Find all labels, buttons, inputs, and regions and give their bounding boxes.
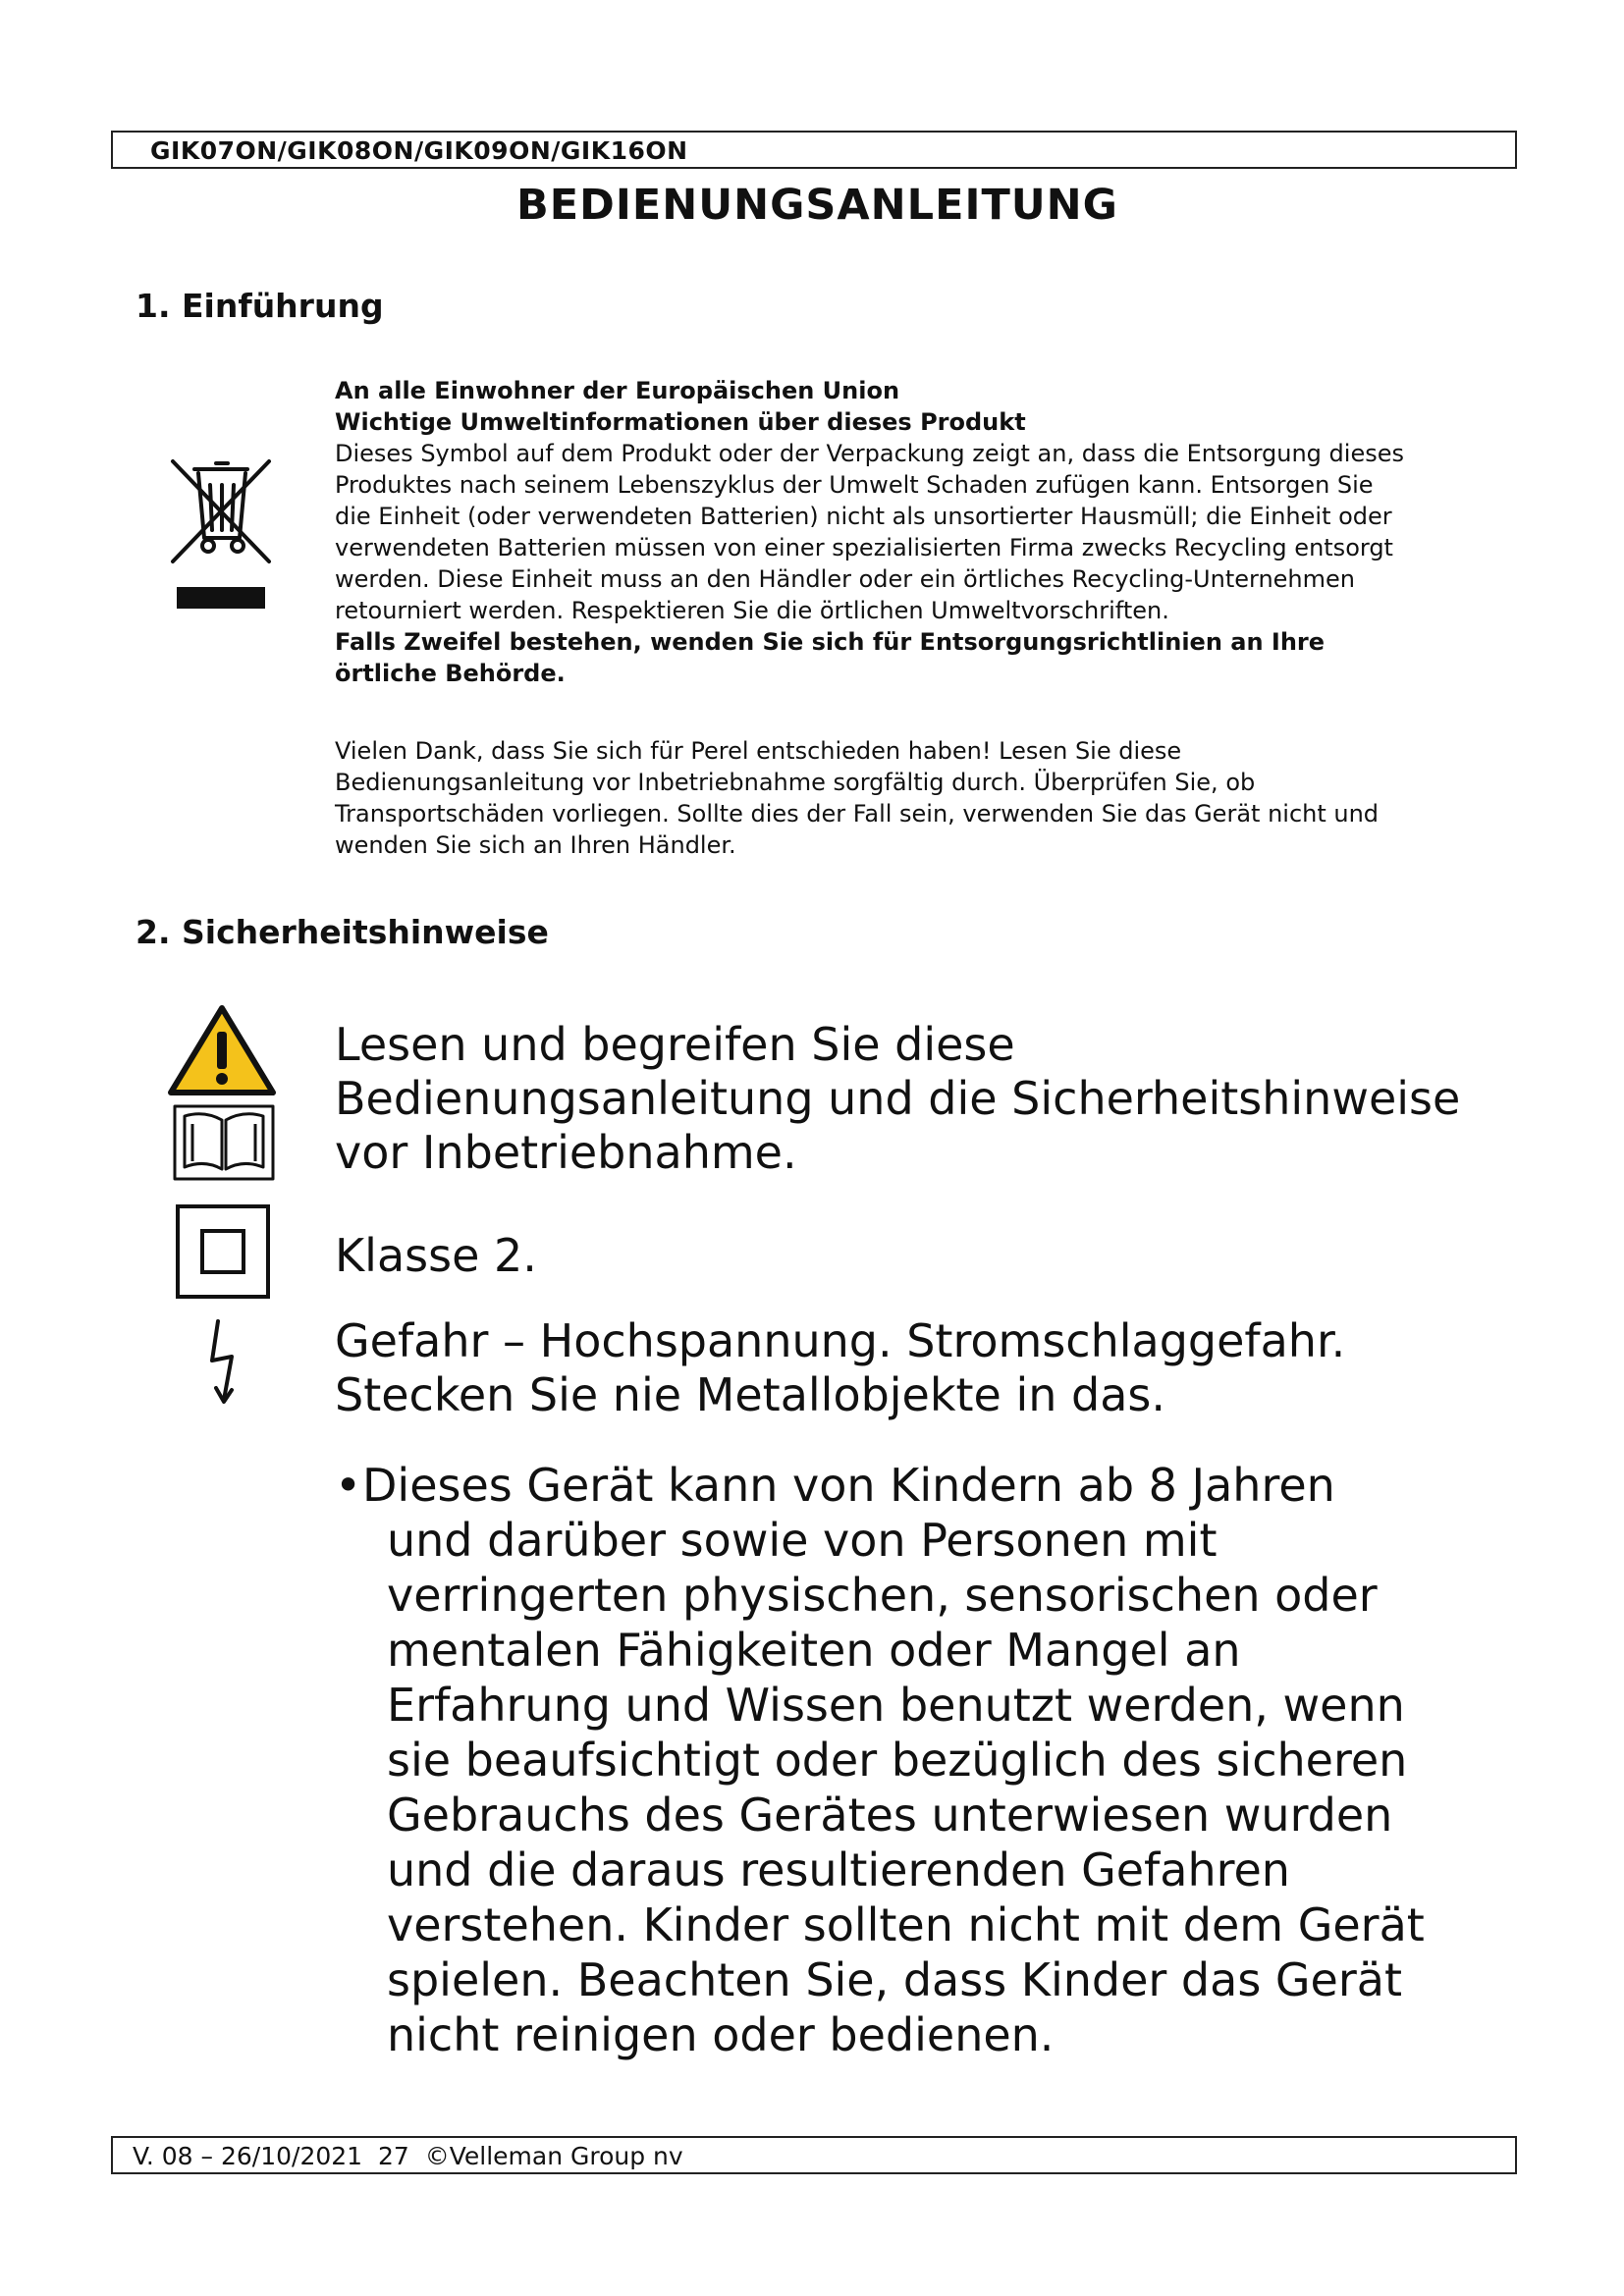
footer-box (111, 2136, 1517, 2174)
class-2-text: Klasse 2. (335, 1229, 537, 1282)
doubt-line: Falls Zweifel bestehen, wenden Sie sich für Entsorgungsrichtlinien an Ihre (335, 628, 1326, 656)
read-manual-line: Bedienungsanleitung und die Sicherheitshinweise (335, 1072, 1461, 1125)
eu-body-line: verwendeten Batterien müssen von einer spezialisierten Firma zwecks Recycling entsorgt (335, 534, 1393, 561)
danger-line: Stecken Sie nie Metallobjekte in das. (335, 1368, 1165, 1421)
children-line: Gebrauchs des Gerätes unterwiesen wurden (387, 1789, 1393, 1842)
eu-body-line: die Einheit (oder verwendeten Batterien) nicht als unsortierter Hausmüll; die Einheit oder (335, 503, 1392, 530)
children-line: und darüber sowie von Personen mit (387, 1514, 1218, 1567)
section-heading-introduction: 1. Einführung (135, 287, 384, 325)
eu-notice (335, 375, 1513, 689)
read-manual-line: Lesen und begreifen Sie diese (335, 1018, 1015, 1071)
children-line: verringerten physischen, sensorischen oder (387, 1569, 1378, 1622)
children-line: und die daraus resultierenden Gefahren (387, 1843, 1290, 1896)
warning-triangle-icon (167, 1004, 277, 1096)
thanks-line: Bedienungsanleitung vor Inbetriebnahme sorgfältig durch. Überprüfen Sie, ob (335, 769, 1256, 796)
thanks-line: wenden Sie sich an Ihren Händler. (335, 831, 736, 859)
children-line: sie beaufsichtigt oder bezüglich des sicheren (387, 1734, 1408, 1787)
open-book-icon (173, 1104, 275, 1181)
section-heading-safety: 2. Sicherheitshinweise (135, 913, 549, 951)
eu-body-line: retourniert werden. Respektieren Sie die örtlichen Umweltvorschriften. (335, 597, 1169, 624)
bullet-marker: • (335, 1459, 362, 1512)
double-square-icon (175, 1203, 271, 1300)
children-line: Dieses Gerät kann von Kindern ab 8 Jahren (362, 1459, 1335, 1512)
lightning-bolt-icon (204, 1317, 244, 1408)
header-box (111, 131, 1517, 169)
eu-notice-line: Wichtige Umweltinformationen über dieses Produkt (335, 408, 1026, 436)
eu-body-line: Produktes nach seinem Lebenszyklus der Umwelt Schaden zufügen kann. Entsorgen Sie (335, 471, 1374, 499)
read-manual-line: vor Inbetriebnahme. (335, 1126, 797, 1179)
eu-notice-line: An alle Einwohner der Europäischen Union (335, 377, 900, 404)
model-number: GIK07ON/GIK08ON/GIK09ON/GIK16ON (150, 136, 688, 165)
thanks-line: Transportschäden vorliegen. Sollte dies der Fall sein, verwenden Sie das Gerät nicht und (335, 800, 1380, 828)
danger-text (335, 1314, 1543, 1422)
document-title: BEDIENUNGSANLEITUNG (516, 181, 1118, 230)
children-line: nicht reinigen oder bedienen. (387, 2008, 1055, 2061)
thanks-line: Vielen Dank, dass Sie sich für Perel entschieden haben! Lesen Sie diese (335, 737, 1182, 765)
thanks-paragraph (335, 735, 1513, 861)
footer-copyright: ©Velleman Group nv (424, 2142, 683, 2170)
children-line: verstehen. Kinder sollten nicht mit dem Gerät (387, 1898, 1425, 1951)
children-line: mentalen Fähigkeiten oder Mangel an (387, 1624, 1241, 1677)
children-safety-text (362, 1458, 1541, 2062)
footer-page-number: 27 (377, 2142, 409, 2170)
children-line: Erfahrung und Wissen benutzt werden, wenn (387, 1679, 1405, 1732)
children-line: spielen. Beachten Sie, dass Kinder das Gerät (387, 1953, 1402, 2006)
eu-body-line: Dieses Symbol auf dem Produkt oder der Verpackung zeigt an, dass die Entsorgung dieses (335, 440, 1404, 467)
eu-body-line: werden. Diese Einheit muss an den Händler oder ein örtliches Recycling-Unternehmen (335, 565, 1355, 593)
footer-text (133, 2142, 683, 2170)
crossed-out-wheelie-bin-icon (165, 457, 277, 614)
doubt-line: örtliche Behörde. (335, 660, 566, 687)
danger-line: Gefahr – Hochspannung. Stromschlaggefahr. (335, 1314, 1346, 1367)
footer-version: V. 08 – 26/10/2021 (133, 2142, 363, 2170)
read-manual-text (335, 1018, 1543, 1180)
